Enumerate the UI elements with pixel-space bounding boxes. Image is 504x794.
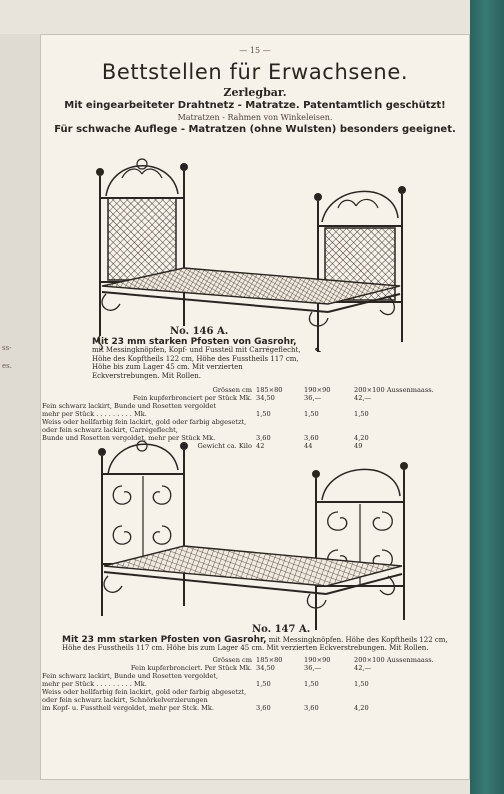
size-cell: 190×90 [304, 386, 331, 394]
size-cell: 200×100 Aussenmaass. [354, 656, 434, 664]
price-cell [352, 672, 468, 680]
item-description [92, 338, 302, 380]
price-cell [352, 402, 468, 410]
price-cell: 42,— [354, 664, 372, 672]
price-cell: 3,60 [256, 704, 271, 712]
row-label: Weiss oder hellfarbig fein lackirt, gold oder farbig abgesetzt, oder fein schwarz lackirt, Schnörkelverzierungen [42, 688, 247, 704]
table-row [40, 402, 468, 410]
binding-texture [470, 0, 504, 794]
margin-fragment: ss- [2, 344, 12, 352]
price-cell: 34,50 [256, 664, 275, 672]
price-cell: 3,60 [256, 434, 271, 442]
price-cell [302, 688, 352, 704]
price-cell [302, 672, 352, 680]
page-title: Bettstellen für Erwachsene. [101, 60, 409, 84]
feature-line: Matratzen - Rahmen von Winkeleisen. [177, 113, 333, 122]
row-label: Gewicht ca. Kilo [197, 442, 252, 450]
price-cell: 1,50 [256, 680, 271, 688]
price-cell [254, 402, 302, 410]
weight-cell: 44 [304, 442, 313, 450]
size-cell: 190×90 [304, 656, 331, 664]
price-cell: 36,— [304, 664, 322, 672]
feature-line: Für schwache Auflege - Matratzen (ohne Wulsten) besonders geeignet. [54, 124, 456, 135]
row-label: Weiss oder hellfarbig fein lackirt, gold oder farbig abgesetzt, oder fein schwarz lackirt, Carrégeflecht, [42, 418, 247, 434]
table-row [40, 656, 468, 664]
price-cell: 1,50 [354, 680, 369, 688]
weight-cell: 42 [256, 442, 265, 450]
margin-fragment: es. [2, 362, 12, 370]
price-cell [352, 688, 468, 704]
subtitle: Zerlegbar. [223, 86, 287, 99]
row-label: mehr per Stück . . . . . . . . . Mk. [42, 410, 147, 418]
table-row [40, 680, 468, 688]
price-cell: 34,50 [256, 394, 275, 402]
price-cell: 4,20 [354, 434, 369, 442]
description-text: mit Messingknöpfen, Kopf- und Fussteil mit Carrégeflecht, Höhe des Kopftheils 122 cm, Höhe des Fusstheils 117 cm, Höhe bis zum Lager 45 cm. Mit verzierten Eckverstrebungen. Mit Rollen. [92, 346, 301, 380]
weight-cell: 49 [354, 442, 363, 450]
price-cell: 1,50 [354, 410, 369, 418]
price-table-147 [40, 656, 468, 712]
price-cell: 36,— [304, 394, 322, 402]
row-label: Fein schwarz lackirt, Bunde und Rosetten vergoldet [42, 402, 217, 410]
row-label: Bunde und Rosetten vergoldet, mehr per Stück Mk. [42, 434, 216, 442]
table-row [40, 664, 468, 672]
adjacent-page-strip [0, 34, 41, 780]
price-cell [302, 402, 352, 410]
price-cell: 3,60 [304, 434, 319, 442]
size-label: Grössen cm [212, 386, 252, 394]
price-cell: 42,— [354, 394, 372, 402]
price-cell: 4,20 [354, 704, 369, 712]
size-cell: 185×80 [256, 386, 283, 394]
row-label: mehr per Stück . . . . . . . . . Mk. [42, 680, 147, 688]
size-cell: 200×100 Aussenmaass. [354, 386, 434, 394]
size-label: Grössen cm [212, 656, 252, 664]
description-heading: Mit 23 mm starken Pfosten von Gasrohr, [92, 337, 297, 347]
feature-line: Mit eingearbeiteter Drahtnetz - Matratze. Patentamtlich geschützt! [64, 100, 446, 111]
description-heading: Mit 23 mm starken Pfosten von Gasrohr, [62, 635, 267, 645]
page-number: — 15 — [239, 46, 271, 55]
binding-edge [470, 0, 504, 794]
catalog-page [40, 34, 470, 780]
price-cell: 1,50 [256, 410, 271, 418]
description-text: mit Messingknöpfen. Höhe des Kopftheils 122 cm, Höhe des Fusstheils 117 cm. Höhe bis zum Lager 45 cm. Mit verzierten Eckverstrebungen. Mit Rollen. [62, 636, 448, 653]
price-cell: 1,50 [304, 410, 319, 418]
price-cell: 3,60 [304, 704, 319, 712]
price-cell [254, 688, 302, 704]
table-row [40, 386, 468, 394]
size-cell: 185×80 [256, 656, 283, 664]
row-label: Fein kupferbronciert per Stück Mk. [132, 394, 252, 402]
row-label: Fein schwarz lackirt, Bunde und Rosetten vergoldet, [42, 672, 219, 680]
item-number: No. 146 A. [170, 326, 229, 337]
row-label: im Kopf- u. Fusstheil vergoldet, mehr per Stck. Mk. [42, 704, 215, 712]
price-cell [254, 672, 302, 680]
table-row [40, 688, 468, 704]
table-row [40, 672, 468, 680]
price-cell: 1,50 [304, 680, 319, 688]
row-label: Fein kupferbronciert. Per Stück Mk. [130, 664, 252, 672]
bed-147-illustration [92, 416, 412, 630]
table-row [40, 704, 468, 712]
bed-146-illustration [92, 136, 410, 352]
table-row [40, 394, 468, 402]
item-number: No. 147 A. [252, 624, 311, 635]
item-description [62, 636, 466, 653]
